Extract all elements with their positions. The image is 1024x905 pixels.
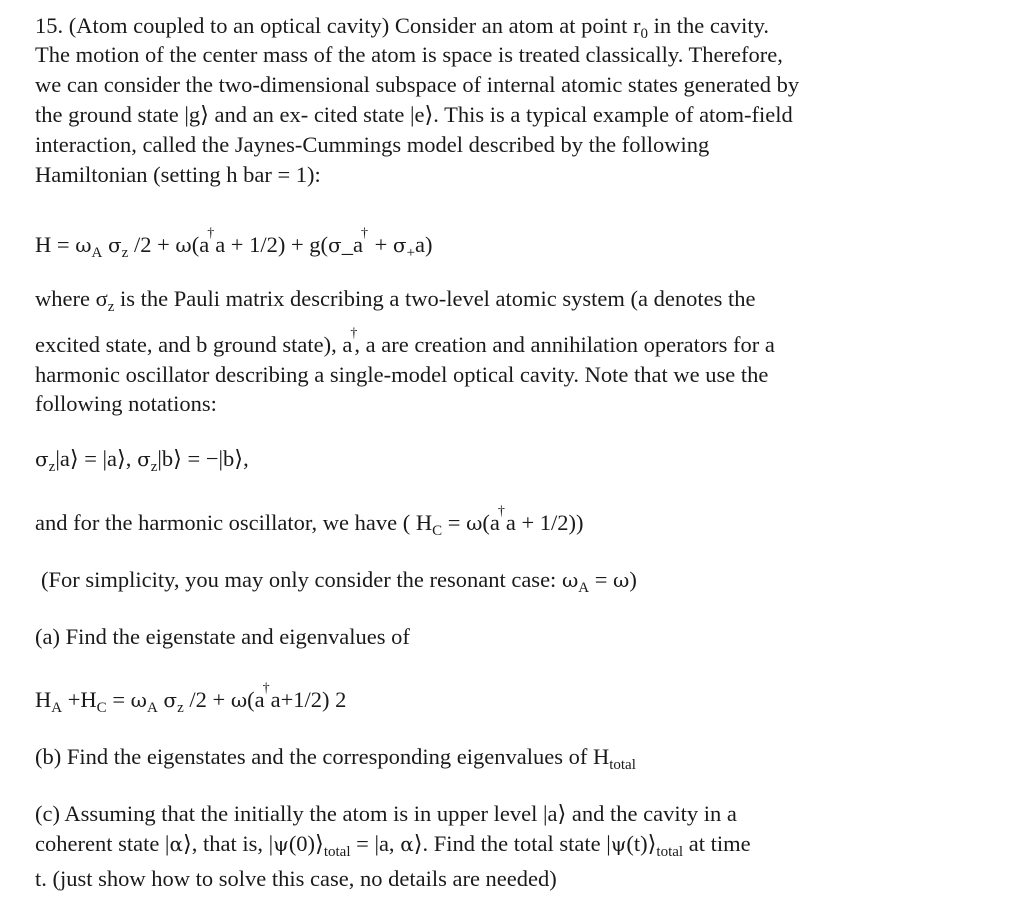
resonant-note: (For simplicity, you may only consider the resonant case: $\omega_A = \omega$) <box>41 567 637 596</box>
where-line-3: harmonic oscillator describing a single-model optical cavity. Note that we use the <box>35 362 769 387</box>
part-c-line-1: (c) Assuming that the initially the atom is in upper level |a⟩ and the cavity in a <box>35 801 737 826</box>
where-line-1: where $\sigma_z$ is the Pauli matrix describing a two-level atomic system (a denotes the <box>35 286 756 315</box>
where-line-2: excited state, and b ground state), a†, a are creation and annihilation operators for a <box>35 326 775 357</box>
where-line-4: following notations: <box>35 391 217 416</box>
hamiltonian-equation: $H = \omega_A$ $\sigma_z$ /2 + ω(a†a + 1/2) + g(σ_a† + $\sigma_+a$) <box>35 226 433 261</box>
r-subscript: 0 <box>640 26 648 42</box>
oscillator-line: and for the harmonic oscillator, we have ( $H_C$ = ω(a†a + 1/2)) <box>35 504 584 539</box>
part-b-label: (b) Find the eigenstates and the corresponding eigenvalues of $H_{total}$ <box>35 744 636 773</box>
part-a-label: (a) Find the eigenstate and eigenvalues of <box>35 624 410 649</box>
part-c-line-3: t. (just show how to solve this case, no details are needed) <box>35 866 557 891</box>
intro-line-1 <box>35 12 769 43</box>
part-a-equation: $H_A +H_C = \omega_A$ $\sigma_z$ /2 + ω(a†a+1/2) 2 <box>35 681 347 716</box>
part-c-line-2: coherent state |α⟩, that is, $|\psi(0)⟩_{total} = |a$, α⟩. Find the total state $|\psi(t)⟩_{total}$ at time <box>35 831 751 860</box>
intro-line-3: we can consider the two-dimensional subspace of internal atomic states generated by <box>35 72 800 97</box>
intro-line-4: the ground state |g⟩ and an ex- cited state |e⟩. This is a typical example of atom-field <box>35 102 793 127</box>
intro-text-1a: (Atom coupled to an optical cavity) Consider an atom at point r <box>68 13 641 38</box>
notation-equation: $\sigma_z|a⟩$ = |a⟩, $\sigma_z|b⟩$ = −|b⟩, <box>35 446 249 475</box>
intro-text-1b: in the cavity. <box>647 13 769 38</box>
intro-line-6: Hamiltonian (setting h bar = 1): <box>35 162 321 187</box>
intro-line-5: interaction, called the Jaynes-Cummings model described by the following <box>35 132 710 157</box>
problem-number: 15. <box>35 13 64 38</box>
intro-line-2: The motion of the center mass of the atom is space is treated classically. Therefore, <box>35 42 783 67</box>
